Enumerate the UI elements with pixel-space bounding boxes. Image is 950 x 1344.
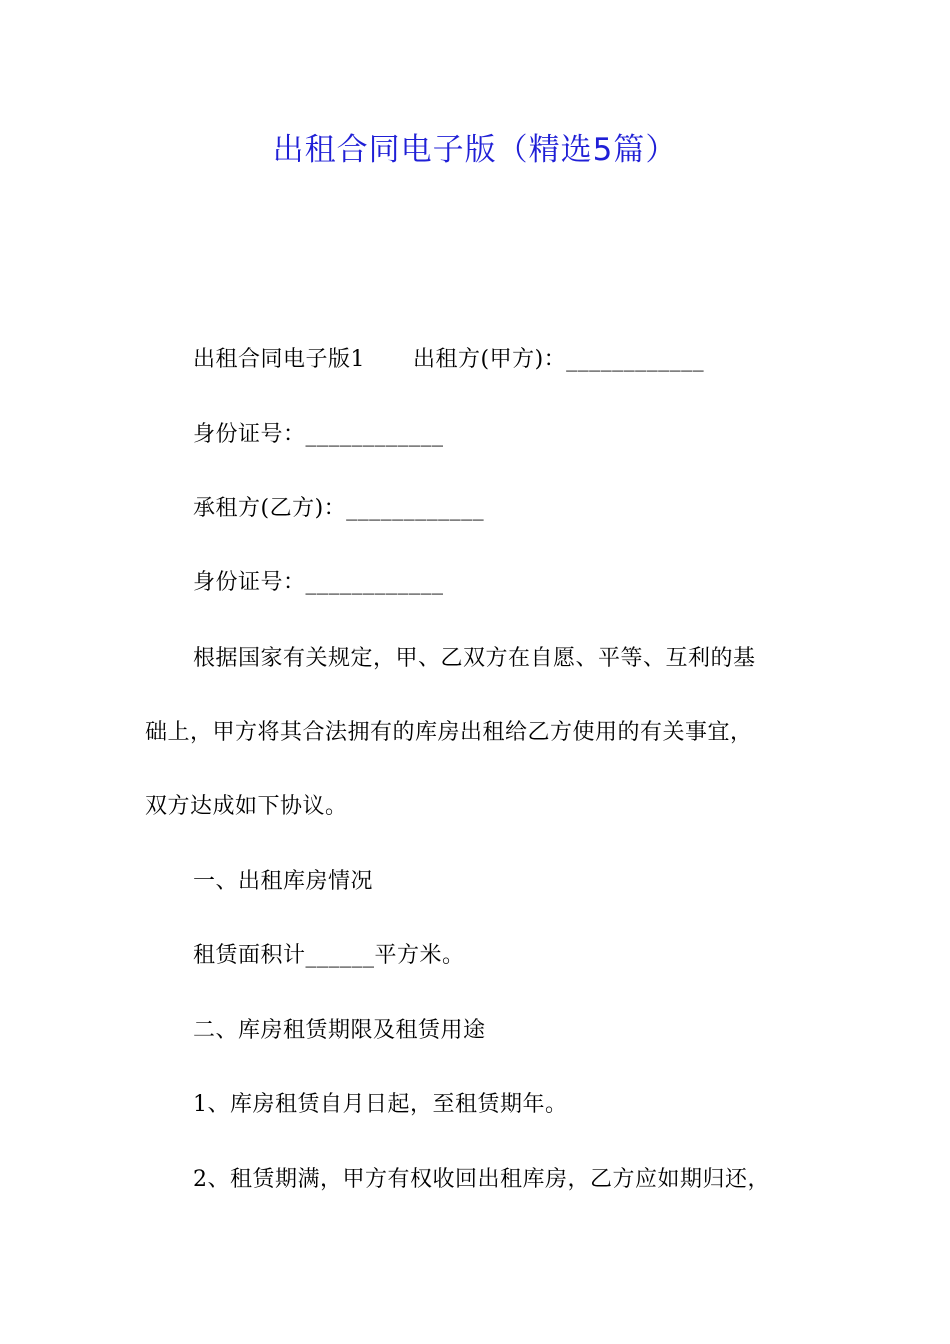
lessor-field: 出租方(甲方)：____________	[413, 347, 705, 372]
paragraph-line: 双方达成如下协议。	[145, 794, 348, 819]
id-number-field-2: 身份证号：____________	[193, 570, 444, 595]
rental-area-line: 租赁面积计______平方米。	[193, 943, 465, 968]
lessee-field: 承租方(乙方)：____________	[193, 496, 485, 521]
id-number-field-1: 身份证号：____________	[193, 422, 444, 447]
paragraph-line: 根据国家有关规定，甲、乙双方在自愿、平等、互利的基	[193, 646, 756, 671]
document-title: 出租合同电子版（精选5篇）	[272, 132, 678, 168]
contract-heading-line	[193, 345, 704, 375]
clause-item-1: 1、库房租赁自月日起，至租赁期年。	[193, 1092, 568, 1117]
section-heading-1: 一、出租库房情况	[193, 869, 374, 894]
paragraph-line: 础上，甲方将其合法拥有的库房出租给乙方使用的有关事宜，	[145, 720, 753, 745]
section-heading-2: 二、库房租赁期限及租赁用途	[193, 1018, 486, 1043]
contract-heading: 出租合同电子版1	[193, 347, 365, 372]
clause-item-2: 2、租赁期满，甲方有权收回出租库房，乙方应如期归还，	[193, 1167, 770, 1192]
